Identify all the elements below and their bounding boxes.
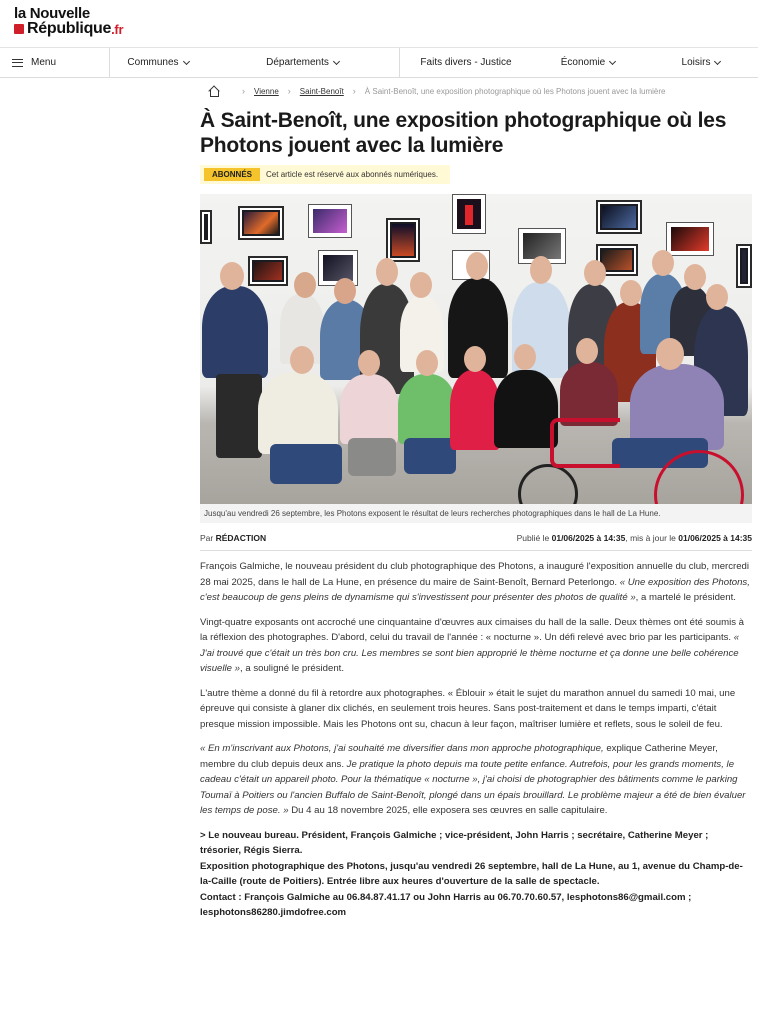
wall-frame (308, 204, 352, 238)
paragraph: Vingt-quatre exposants ont accroché une cinquantaine d'œuvres aux cimaises du hall de la salle. Deux thèmes ont été soumis à la réflexion des photographes. D'abord, celui du travail de l'année : « nocturne ». Un défi relevé avec brio par les participants. « J'ai trouvé que c'était un très bon cru. Les membres se sont bien approprié le thème nocturne et ça donne une belle cohérence visuelle », a souligné le président. (200, 616, 745, 674)
person (450, 370, 500, 450)
person (270, 444, 342, 484)
person-head (576, 338, 598, 364)
person-head (376, 258, 398, 286)
wheelchair-frame (550, 418, 620, 468)
paragraph: « En m'inscrivant aux Photons, j'ai souhaité me diversifier dans mon approche photographique, explique Catherine Meyer, membre du club depuis deux ans. Je pratique la photo depuis ma toute petite enfance. Autrefois, pour les grands moments, le cadeau c'était un appareil photo. Pour la thématique « nocturne », j'ai choisi de photographier des bâtiments comme le parking Toumaï à Poitiers ou l'ancien Buffalo de Saint-Benoît, plongé dans un épais brouillard. Le problème majeur a été de bien évaluer les temps de pose. » Du 4 au 18 novembre 2025, elle exposera ses œuvres en salle capitulaire. (200, 743, 746, 816)
byline: Par RÉDACTION (200, 533, 267, 543)
person (494, 370, 558, 448)
person-head (464, 346, 486, 372)
person-head (334, 278, 356, 304)
person-head (410, 272, 432, 298)
wall-frame (238, 206, 284, 240)
hamburger-icon (12, 59, 23, 67)
article-title: À Saint-Benoît, une exposition photographique où les Photons jouent avec la lumière (200, 109, 727, 157)
paragraph: L'autre thème a donné du fil à retordre aux photographes. « Éblouir » était le sujet du marathon annuel du samedi 10 mai, une épreuve qui consiste à glaner dix clichés, en seulement trois heures. Sans post-traitement et dans le temps imparti, c'était presque mission impossible. Mais les Photons ont su, chacun à leur façon, maîtriser lumière et reflets, sous le soleil de feu. (200, 687, 736, 730)
wall-frame (736, 244, 752, 288)
person-head (584, 260, 606, 286)
wall-frame (666, 222, 714, 256)
breadcrumb (200, 80, 752, 102)
person-head (706, 284, 728, 310)
person-head (684, 264, 706, 290)
nav-faits-divers[interactable]: Faits divers - Justice (420, 57, 512, 68)
person-head (530, 256, 552, 284)
person (404, 438, 456, 474)
practical-info (200, 828, 752, 921)
person-head (652, 250, 674, 276)
header (0, 0, 758, 48)
home-icon[interactable] (208, 86, 219, 96)
person-head (514, 344, 536, 370)
nav-loisirs[interactable]: Loisirs (644, 48, 758, 77)
chevron-down-icon (183, 57, 190, 64)
wheelchair-wheel (518, 464, 578, 504)
person-head (220, 262, 244, 290)
info-bureau: > Le nouveau bureau. Président, François Galmiche ; vice-président, John Harris ; secrétaire, Catherine Meyer ; trésorier, Régis Sierra. (200, 829, 709, 856)
person (398, 374, 456, 444)
breadcrumb-separator: › (242, 86, 245, 96)
info-contact: Contact : François Galmiche au 06.84.87.41.17 ou John Harris au 06.70.70.60.57, lesphotons86@gmail.com ; lesphotons86280.jimdofree.com (200, 891, 692, 918)
menu-label: Menu (31, 57, 57, 68)
breadcrumb-current: À Saint-Benoît, une exposition photographique où les Photons jouent avec la lumière (364, 86, 666, 96)
person (216, 374, 262, 458)
published-date: 01/06/2025 à 14:35 (551, 533, 626, 543)
logo-square-icon (14, 24, 24, 34)
person-head (416, 350, 438, 376)
main-nav (0, 48, 758, 78)
info-exhibition: Exposition photographique des Photons, jusqu'au vendredi 26 septembre, hall de La Hune, au 1, avenue du Champ-de-la-Caille (route de Poitiers). Entrée libre aux heures d'ouverture de la salle de spectacle. (200, 860, 743, 887)
publication-dates: Publié le 01/06/2025 à 14:35, mis à jour le 01/06/2025 à 14:35 (516, 533, 752, 543)
wall-frame (596, 200, 642, 234)
chevron-down-icon (609, 57, 616, 64)
person-head (656, 338, 684, 370)
site-logo[interactable] (14, 6, 123, 37)
person (340, 374, 398, 444)
person-head (294, 272, 316, 298)
chevron-down-icon (714, 57, 721, 64)
menu-button[interactable] (0, 48, 110, 77)
person-head (466, 252, 488, 280)
article-photo[interactable] (200, 194, 752, 504)
breadcrumb-saint-benoit[interactable]: Saint-Benoît (299, 86, 344, 96)
subscriber-badge: ABONNÉS (204, 168, 260, 181)
nav-economie[interactable]: Économie (532, 48, 644, 77)
logo-line2: République (27, 20, 112, 37)
paragraph: François Galmiche, le nouveau président du club photographique des Photons, a inauguré l'exposition annuelle du club, mercredi 28 mai 2025, dans le hall de La Hune, en présence du maire de Saint-Benoît, Bernard Peterlongo. « Une exposition des Photons, c'est beaucoup de gens pleins de dynamisme qui s'investissent pour présenter des photos de qualité », a martelé le président. (200, 561, 750, 603)
nav-communes[interactable]: Communes (110, 48, 206, 77)
breadcrumb-separator: › (352, 86, 356, 96)
subscriber-notice (200, 165, 450, 184)
article (200, 80, 752, 921)
wall-frame (200, 210, 212, 244)
person-head (358, 350, 380, 376)
photo-caption: Jusqu'au vendredi 26 septembre, les Photons exposent le résultat de leurs recherches photographiques dans le hall de La Hune. (200, 504, 752, 523)
chevron-down-icon (333, 57, 340, 64)
wall-frame (386, 218, 420, 262)
author-name: RÉDACTION (215, 533, 267, 543)
article-body (200, 559, 752, 921)
subscriber-text: Cet article est réservé aux abonnés numériques. (266, 170, 439, 179)
article-meta (200, 533, 752, 551)
person (560, 362, 618, 426)
breadcrumb-vienne[interactable]: Vienne (254, 86, 279, 96)
person-head (620, 280, 642, 306)
person (202, 286, 268, 378)
person-head (290, 346, 314, 374)
logo-line1: la Nouvelle (14, 5, 90, 22)
breadcrumb-separator: › (287, 86, 291, 96)
nav-departements[interactable]: Départements (206, 48, 400, 77)
person (258, 372, 338, 454)
person (348, 438, 396, 476)
wall-frame (248, 256, 288, 286)
logo-tld: .fr (111, 21, 124, 37)
wall-frame (452, 194, 486, 234)
updated-date: 01/06/2025 à 14:35 (678, 533, 752, 543)
